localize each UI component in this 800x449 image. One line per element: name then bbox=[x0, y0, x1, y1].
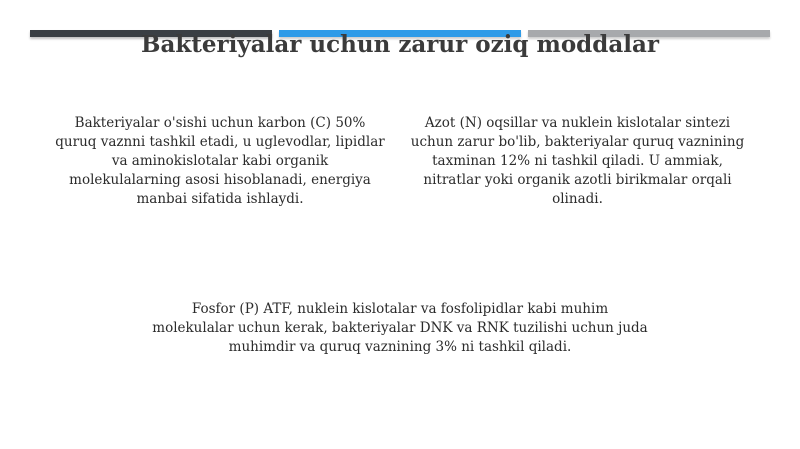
nitrogen-paragraph: Azot (N) oqsillar va nuklein kislotalar sintezi uchun zarur bo'lib, bakteriyalar quruq vaznining taxminan 12% ni tashkil qiladi. U ammiak, nitratlar yoki organik azotli birikmalar orqali olinadi. bbox=[410, 115, 745, 207]
slide-title: Bakteriyalar uchun zarur oziq moddalar bbox=[141, 31, 659, 58]
carbon-paragraph: Bakteriyalar o'sishi uchun karbon (C) 50% quruq vaznni tashkil etadi, u uglevodlar, lipidlar va aminokislotalar kabi organik molekulalarning asosi hisoblanadi, energiya manbai sifatida ishlaydi. bbox=[55, 115, 385, 207]
phosphorus-paragraph: Fosfor (P) ATF, nuklein kislotalar va fosfolipidlar kabi muhim molekulalar uchun kerak, bakteriyalar DNK va RNK tuzilishi uchun juda muhimdir va quruq vaznining 3% ni tashkil qiladi. bbox=[152, 301, 648, 355]
